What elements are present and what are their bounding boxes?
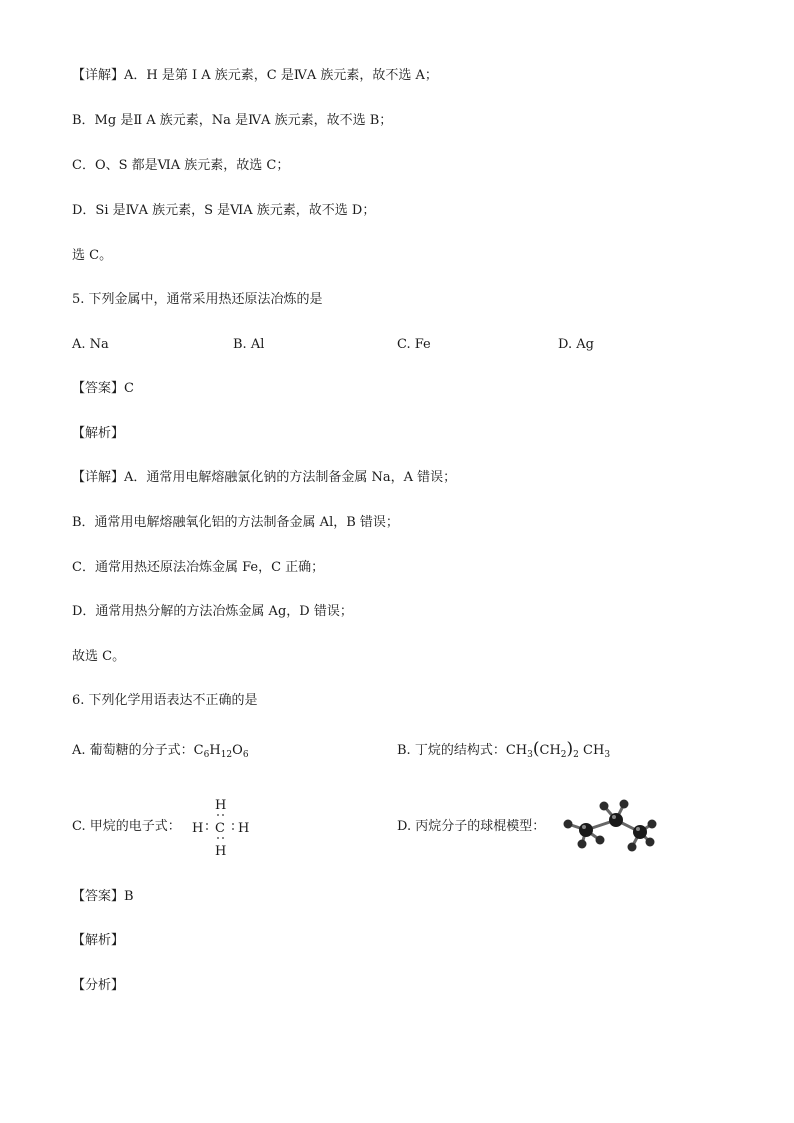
q5-detail-1: 【详解】A．通常用电解熔融氯化钠的方法制备金属 Na，A 错误； xyxy=(72,470,457,485)
question-5-stem: 5. 下列金属中，通常采用热还原法冶炼的是 xyxy=(72,292,323,307)
q6-fenxi-heading: 【分析】 xyxy=(72,978,125,993)
q5-option-a: A. Na xyxy=(72,337,109,352)
q5-conclusion: 故选 C。 xyxy=(72,649,126,664)
question-6-stem: 6. 下列化学用语表达不正确的是 xyxy=(72,693,258,708)
q6-option-d-label: D. 丙烷分子的球棍模型： xyxy=(397,819,546,834)
propane-ball-stick-model xyxy=(558,794,662,854)
q5-answer: 【答案】C xyxy=(72,381,134,396)
q5-option-d: D. Ag xyxy=(558,337,594,352)
lewis-h-bottom: H xyxy=(215,844,227,858)
lewis-c-center: C xyxy=(215,821,225,836)
lewis-h-right: H xyxy=(238,821,250,836)
q6-option-b xyxy=(397,740,610,760)
explanation-line-2: B．Mg 是Ⅱ A 族元素，Na 是ⅣA 族元素，故不选 B； xyxy=(72,113,393,128)
explanation-line-1: 【详解】A．H 是第 I A 族元素，C 是ⅣA 族元素，故不选 A； xyxy=(72,68,438,83)
explanation-line-3: C．O、S 都是ⅥA 族元素，故选 C； xyxy=(72,158,290,173)
explanation-conclusion: 选 C。 xyxy=(72,248,113,263)
explanation-line-4: D．Si 是ⅣA 族元素，S 是ⅥA 族元素，故不选 D； xyxy=(72,203,376,218)
q6-answer: 【答案】B xyxy=(72,889,134,904)
q6-option-c-label: C. 甲烷的电子式： xyxy=(72,819,181,834)
q5-detail-2: B．通常用电解熔融氧化铝的方法制备金属 Al，B 错误； xyxy=(72,515,399,530)
q6-option-a xyxy=(72,742,249,760)
q6-analysis-heading: 【解析】 xyxy=(72,933,125,948)
q6-option-a-label: A. 葡萄糖的分子式： xyxy=(72,743,194,758)
q5-detail-3: C．通常用热还原法冶炼金属 Fe，C 正确； xyxy=(72,560,325,575)
methane-lewis-structure xyxy=(190,796,250,858)
q6-option-b-label: B. 丁烷的结构式： xyxy=(397,743,506,758)
lewis-h-top: H xyxy=(215,798,227,813)
q5-option-b: B. Al xyxy=(233,337,265,352)
q5-detail-4: D．通常用热分解的方法冶炼金属 Ag，D 错误； xyxy=(72,604,353,619)
lewis-h-left: H xyxy=(192,821,204,836)
q5-analysis-heading: 【解析】 xyxy=(72,426,125,441)
glucose-formula: $C_6H_{12}O_6$ xyxy=(193,743,249,760)
q5-option-c: C. Fe xyxy=(397,337,431,352)
butane-formula: $CH_3(CH_2)_2$ $CH_3$ xyxy=(505,739,611,760)
